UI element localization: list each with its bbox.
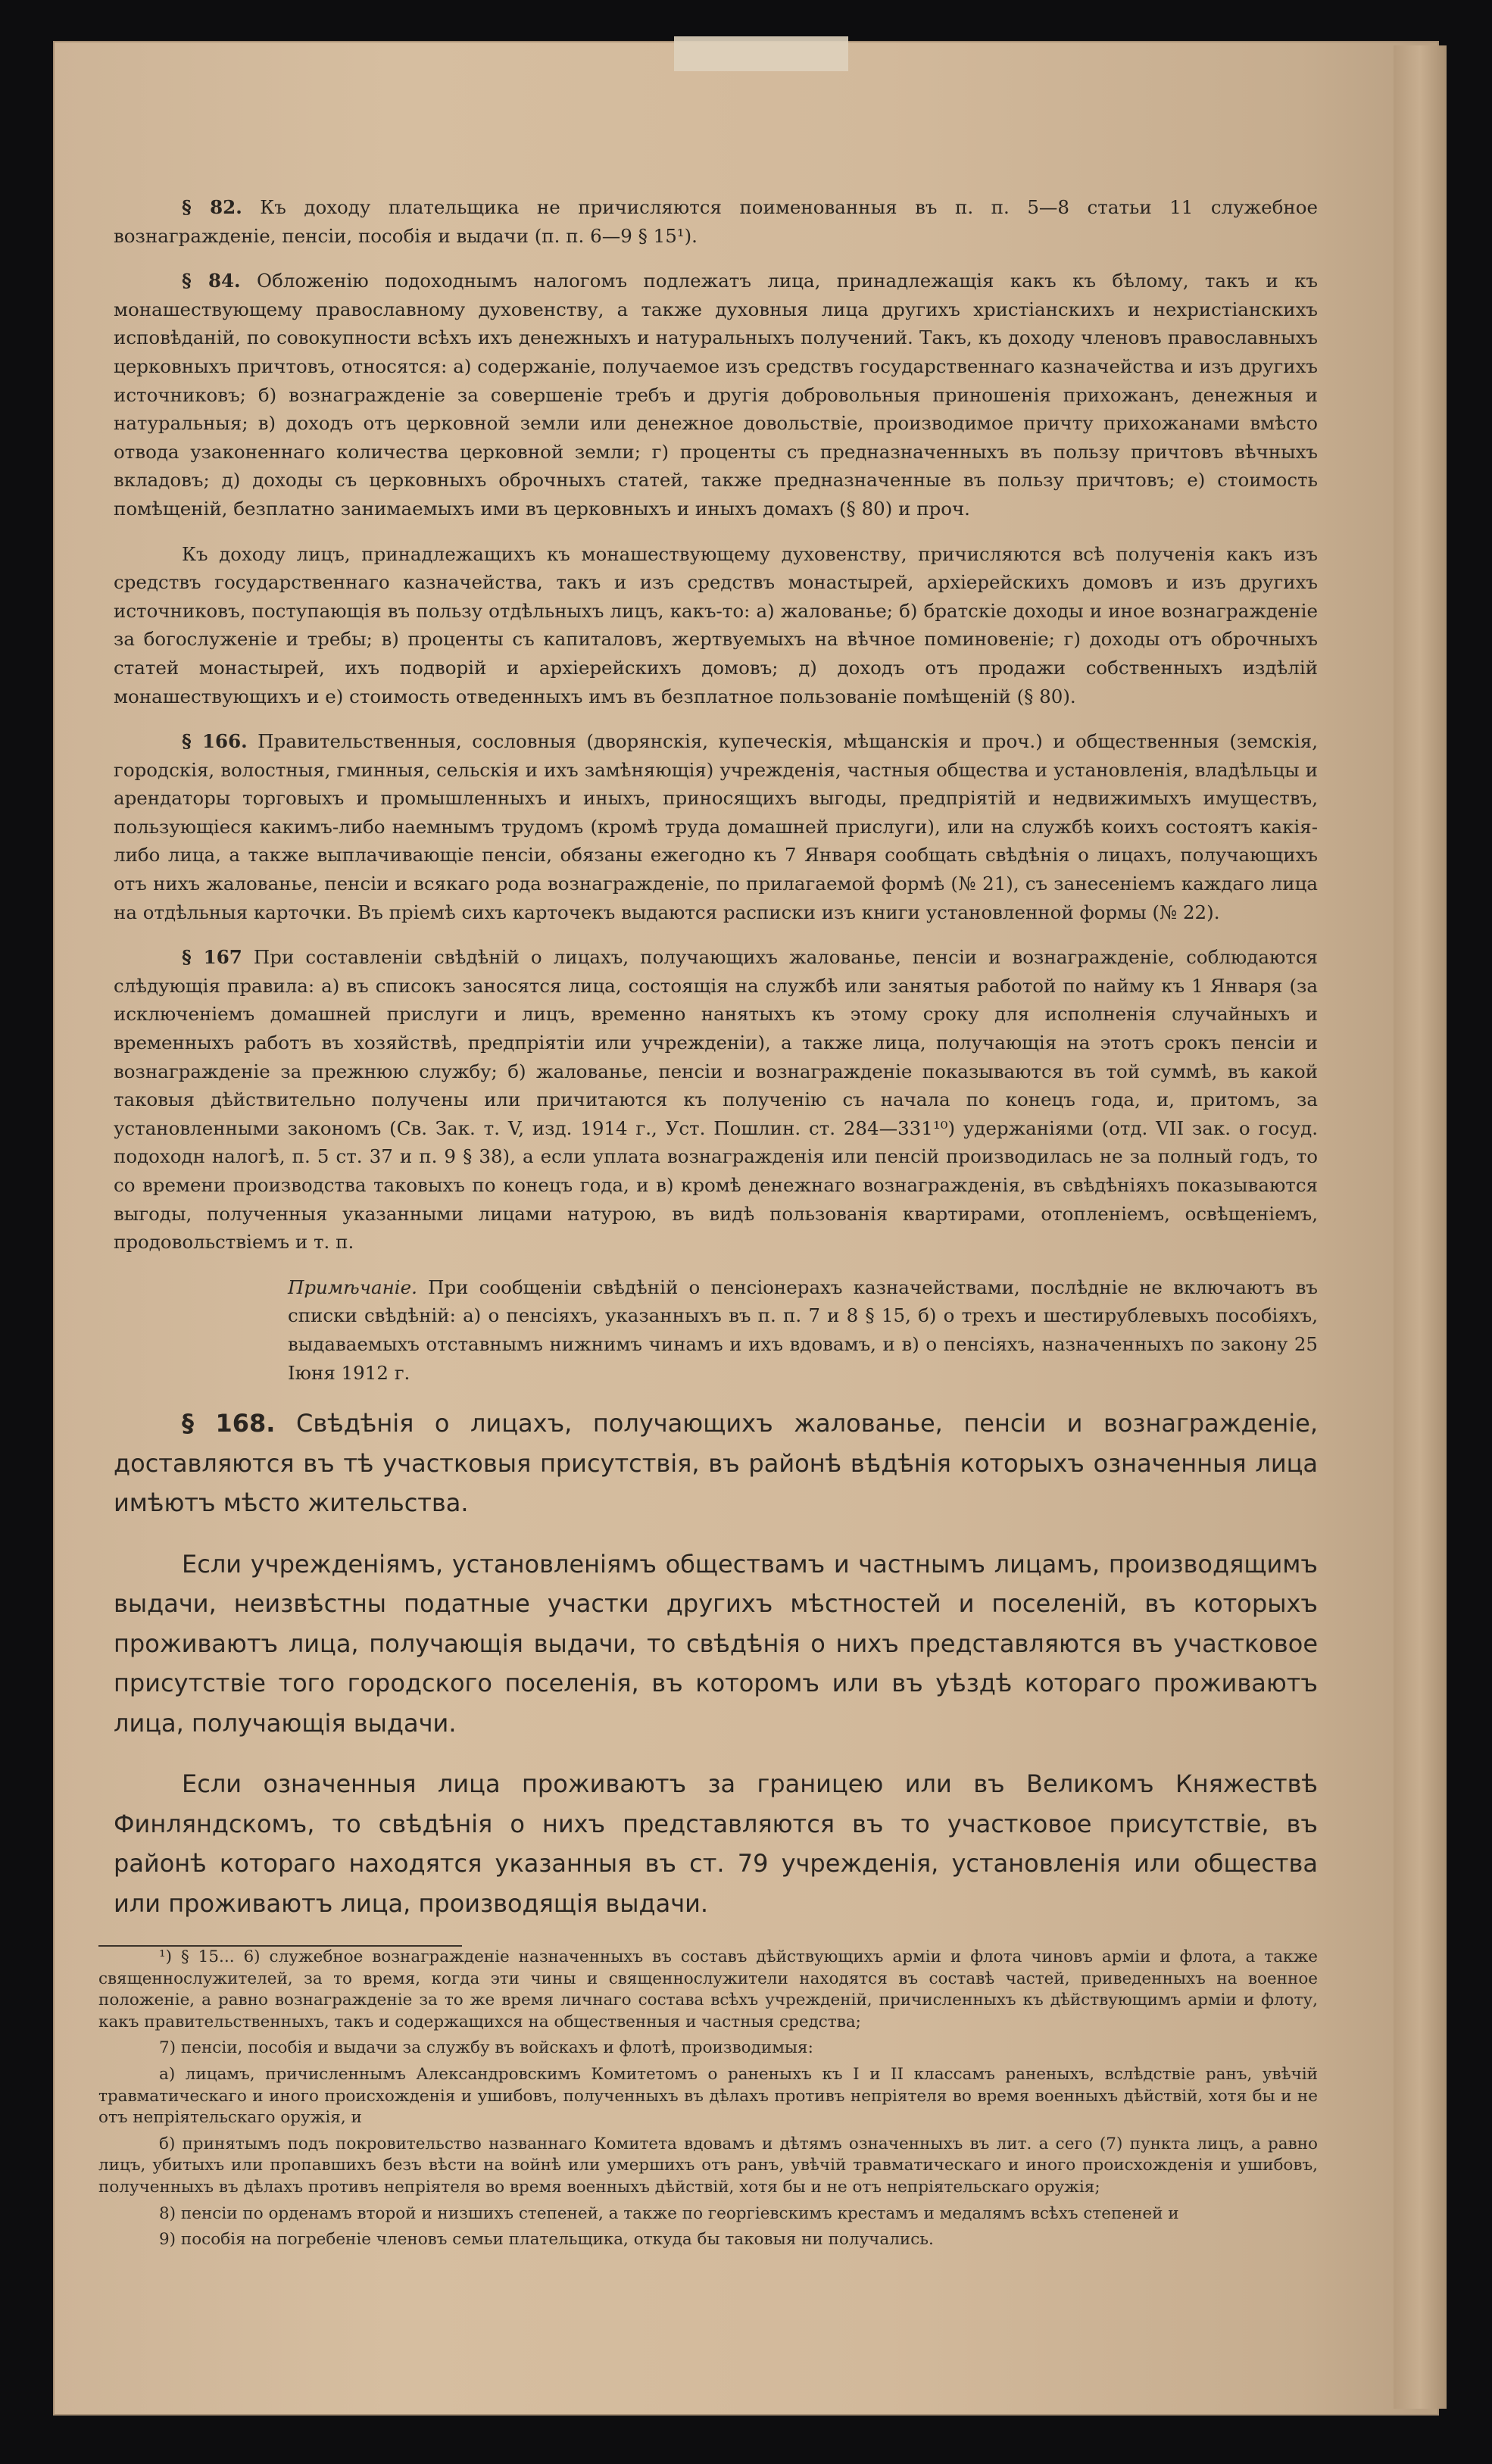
- paragraph-text: Правительственныя, сословныя (дворянскiя, купеческiя, мѣщанскiя и проч.) и общественныя (земскiя, городскiя, волостныя, гминныя, сельскiя и ихъ замѣняющiя) учрежденiя, частныя общества и установленiя, владѣльцы и арендаторы торговыхъ и промышленныхъ и иныхъ, приносящихъ выгоды, предпрiятiй и недвижимыхъ имуществъ, пользующiеся какимъ-либо наемнымъ трудомъ (кромѣ труда домашней прислуги), или на службѣ коихъ состоятъ какiя-либо лица, а также выплачивающiе пенсiи, обязаны ежегодно къ 7 Января сообщать свѣдѣнiя о лицахъ, получающихъ отъ нихъ жалованье, пенсiи и всякаго рода вознагражденiе, по прилагаемой формѣ (№ 21), съ занесенiемъ каждаго лица на отдѣльныя карточки. Въ прiемѣ сихъ карточекъ выдаются расписки изъ книги установленной формы (№ 22).: [114, 730, 1318, 923]
- section-number: § 168.: [182, 1409, 276, 1438]
- paragraph-84-monastic: [114, 540, 1318, 711]
- note-paragraph: [288, 1273, 1318, 1387]
- section-number: § 166.: [182, 730, 248, 753]
- paragraph-text: Обложенiю подоходнымъ налогомъ подлежатъ лица, принадлежащiя какъ къ бѣлому, такъ и къ монашествующему православному духовенству, а также духовныя лица другихъ христiанскихъ и нехристiанскихъ исповѣданiй, по совокупности всѣхъ ихъ денежныхъ и натуральныхъ получений. Такъ, къ доходу членовъ православныхъ церковныхъ причтовъ, относятся: а) содержанiе, получаемое изъ средствъ государственнаго казначейства и изъ другихъ источниковъ; б) вознагражденiе за совершенiе требъ и другiя добровольныя приношенiя прихожанъ, денежныя и натуральныя; в) доходъ отъ церковной земли или денежное довольствiе, производимое причту прихожанами вмѣсто отвода узаконеннаго количества церковной земли; г) проценты съ предназначенныхъ въ пользу причтовъ вѣчныхъ вкладовъ; д) доходы съ церковныхъ оброчныхъ статей, также предназначенные въ пользу причтовъ; е) стоимость помѣщенiй, безплатно занимаемыхъ ими въ церковныхъ и иныхъ домахъ (§ 80) и проч.: [114, 270, 1318, 520]
- paragraph-168-unknown-districts: [114, 1544, 1318, 1744]
- paragraph-text: Къ доходу лицъ, принадлежащихъ къ монашествующему духовенству, причисляются всѣ полученiя какъ изъ средствъ государственнаго казначейства, такъ и изъ средствъ монастырей, архiерейскихъ домовъ и изъ другихъ источниковъ, поступающiя въ пользу отдѣльныхъ лицъ, какъ-то: а) жалованье; б) братскiе доходы и иное вознагражденiе за богослуженiе и требы; в) проценты съ капиталовъ, жертвуемыхъ на вѣчное поминовенiе; г) доходы отъ оброчныхъ статей монастырей, ихъ подворiй и архiерейскихъ домовъ; д) доходъ отъ продажи собственныхъ издѣлiй монашествующихъ и е) стоимость отведенныхъ имъ въ безплатное пользованiе помѣщенiй (§ 80).: [114, 542, 1318, 707]
- section-number: § 84.: [182, 270, 241, 292]
- paragraph-168: [114, 1404, 1318, 1523]
- paragraph-84: [114, 267, 1318, 523]
- paragraph-text: Если означенныя лица проживаютъ за границею или въ Великомъ Княжествѣ Финляндскомъ, то свѣдѣнiя о нихъ представляются въ то участковое присутствiе, въ районѣ котораго находятся указанныя въ ст. 79 учрежденiя, установленiя или общества или проживаютъ лица, производящiя выдачи.: [114, 1769, 1318, 1918]
- footnotes: [98, 1947, 1318, 2256]
- footnote-item: 7) пенсiи, пособiя и выдачи за службу въ войскахъ и флотѣ, производимыя:: [159, 2038, 813, 2058]
- footnote-item: 8) пенсiи по орденамъ второй и низшихъ степеней, а также по георгiевскимъ крестамъ и медалямъ всѣхъ степеней и: [159, 2203, 1179, 2223]
- section-number: § 167: [182, 946, 242, 969]
- footnote-item: б) принятымъ подъ покровительство названнаго Комитета вдовамъ и дѣтямъ означенныхъ въ лит. а сего (7) пункта лицъ, а равно лицъ, убитыхъ или пропавшихъ безъ вѣсти на войнѣ или умершихъ отъ ранъ, увѣчiй травматическаго и иного происхожденiя и ушибовъ, полученныхъ въ дѣлахъ противъ непрiятеля во время военныхъ дѣйствiй, хотя бы и не отъ непрiятельскаго оружiя;: [98, 2134, 1318, 2197]
- sheet-edge: [1394, 45, 1447, 2409]
- paragraph-167: [114, 943, 1318, 1257]
- footnote-item: ¹) § 15... 6) служебное вознагражденiе назначенныхъ въ составъ дѣйствующихъ армiи и флота чиновъ армiи и флота, а также священнослужителей, за то время, когда эти чины и священнослужители находятся въ составѣ частей, приведенныхъ на военное положенiе, а равно вознагражденiе за то же время личнаго состава всѣхъ учрежденiй, причисленныхъ къ дѣйствующимъ армiи и флоту, какъ правительственныхъ, такъ и содержащихся на общественныя и частныя средства;: [98, 1947, 1318, 2031]
- paragraph-text: Къ доходу плательщика не причисляются поименованныя въ п. п. 5—8 статьи 11 служебное вознагражденiе, пенсiи, пособiя и выдачи (п. п. 6—9 § 15¹).: [114, 196, 1318, 247]
- paragraph-text: Свѣдѣнiя о лицахъ, получающихъ жалованье, пенсiи и вознагражденiе, доставляются въ тѣ участковыя присутствiя, въ районѣ вѣдѣнiя которыхъ означенныя лица имѣютъ мѣсто жительства.: [114, 1409, 1319, 1518]
- paragraph-text: Если учрежденiямъ, установленiямъ обществамъ и частнымъ лицамъ, производящимъ выдачи, неизвѣстны податные участки другихъ мѣстностей и поселенiй, въ которыхъ проживаютъ лица, получающiя выдачи, то свѣдѣнiя о нихъ представляются въ участковое присутствiе того городского поселенiя, въ которомъ или въ уѣздѣ котораго проживаютъ лица, получающiя выдачи.: [114, 1549, 1318, 1738]
- note-label: Примѣчанiе.: [288, 1276, 417, 1298]
- paragraph-text: При составленiи свѣдѣнiй о лицахъ, получающихъ жалованье, пенсiи и вознагражденiе, соблюдаются слѣдующiя правила: а) въ списокъ заносятся лица, состоящiя на службѣ или занятыя работой по найму къ 1 Января (за исключенiемъ домашней прислуги и лицъ, временно нанятыхъ къ этому сроку для исполненiя случайныхъ и временныхъ работъ въ хозяйствѣ, предпрiятiи или учрежденiи), а также лица, получающiя на этотъ срокъ пенсiи и вознагражденiе за прежнюю службу; б) жалованье, пенсiи и вознагражденiе показываются въ той суммѣ, въ какой таковыя дѣйствительно получены или причитаются къ полученiю съ начала по конецъ года, и, притомъ, за установленными закономъ (Св. Зак. т. V, изд. 1914 г., Уст. Пошлин. ст. 284—331¹⁰) удержанiями (отд. VII зак. о госуд. подоходн налогѣ, п. 5 ст. 37 и п. 9 § 38), а если уплата вознагражденiя или пенсiй производилась не за полный годъ, то со времени производства таковыхъ по конецъ года, и в) кромѣ денежнаго вознагражденiя, въ свѣдѣнiяхъ показываются выгоды, полученныя указанными лицами натурою, въ видѣ пользованiя квартирами, отопленiемъ, освѣщенiемъ, продовольствiемъ и т. п.: [114, 946, 1319, 1254]
- section-number: § 82.: [182, 196, 242, 218]
- footnote-item: 9) пособiя на погребенiе членовъ семьи плательщика, откуда бы таковыя ни получались.: [159, 2230, 934, 2250]
- note-text: При сообщенiи свѣдѣнiй о пенсiонерахъ казначействами, послѣднiе не включаютъ въ списки свѣдѣнiй: а) о пенсiяхъ, указанныхъ въ п. п. 7 и 8 § 15, б) о трехъ и шестирублевыхъ пособiяхъ, выдаваемыхъ отставнымъ нижнимъ чинамъ и ихъ вдовамъ, и в) о пенсiяхъ, назначенныхъ по закону 25 Iюня 1912 г.: [288, 1276, 1318, 1384]
- main-text: [114, 193, 1318, 1944]
- paragraph-166: [114, 727, 1318, 926]
- paragraph-82: [114, 193, 1318, 250]
- footnote-item: а) лицамъ, причисленнымъ Александровскимъ Комитетомъ о раненыхъ къ I и II классамъ раненыхъ, вслѣдствiе ранъ, увѣчiй травматическаго и иного происхожденiя и ушибовъ, полученныхъ въ дѣлахъ противъ непрiятеля во время военныхъ дѣйствiй, хотя бы и не отъ непрiятельскаго оружiя, и: [98, 2064, 1318, 2128]
- paragraph-168-abroad: [114, 1764, 1318, 1923]
- tape-strip: [674, 36, 848, 71]
